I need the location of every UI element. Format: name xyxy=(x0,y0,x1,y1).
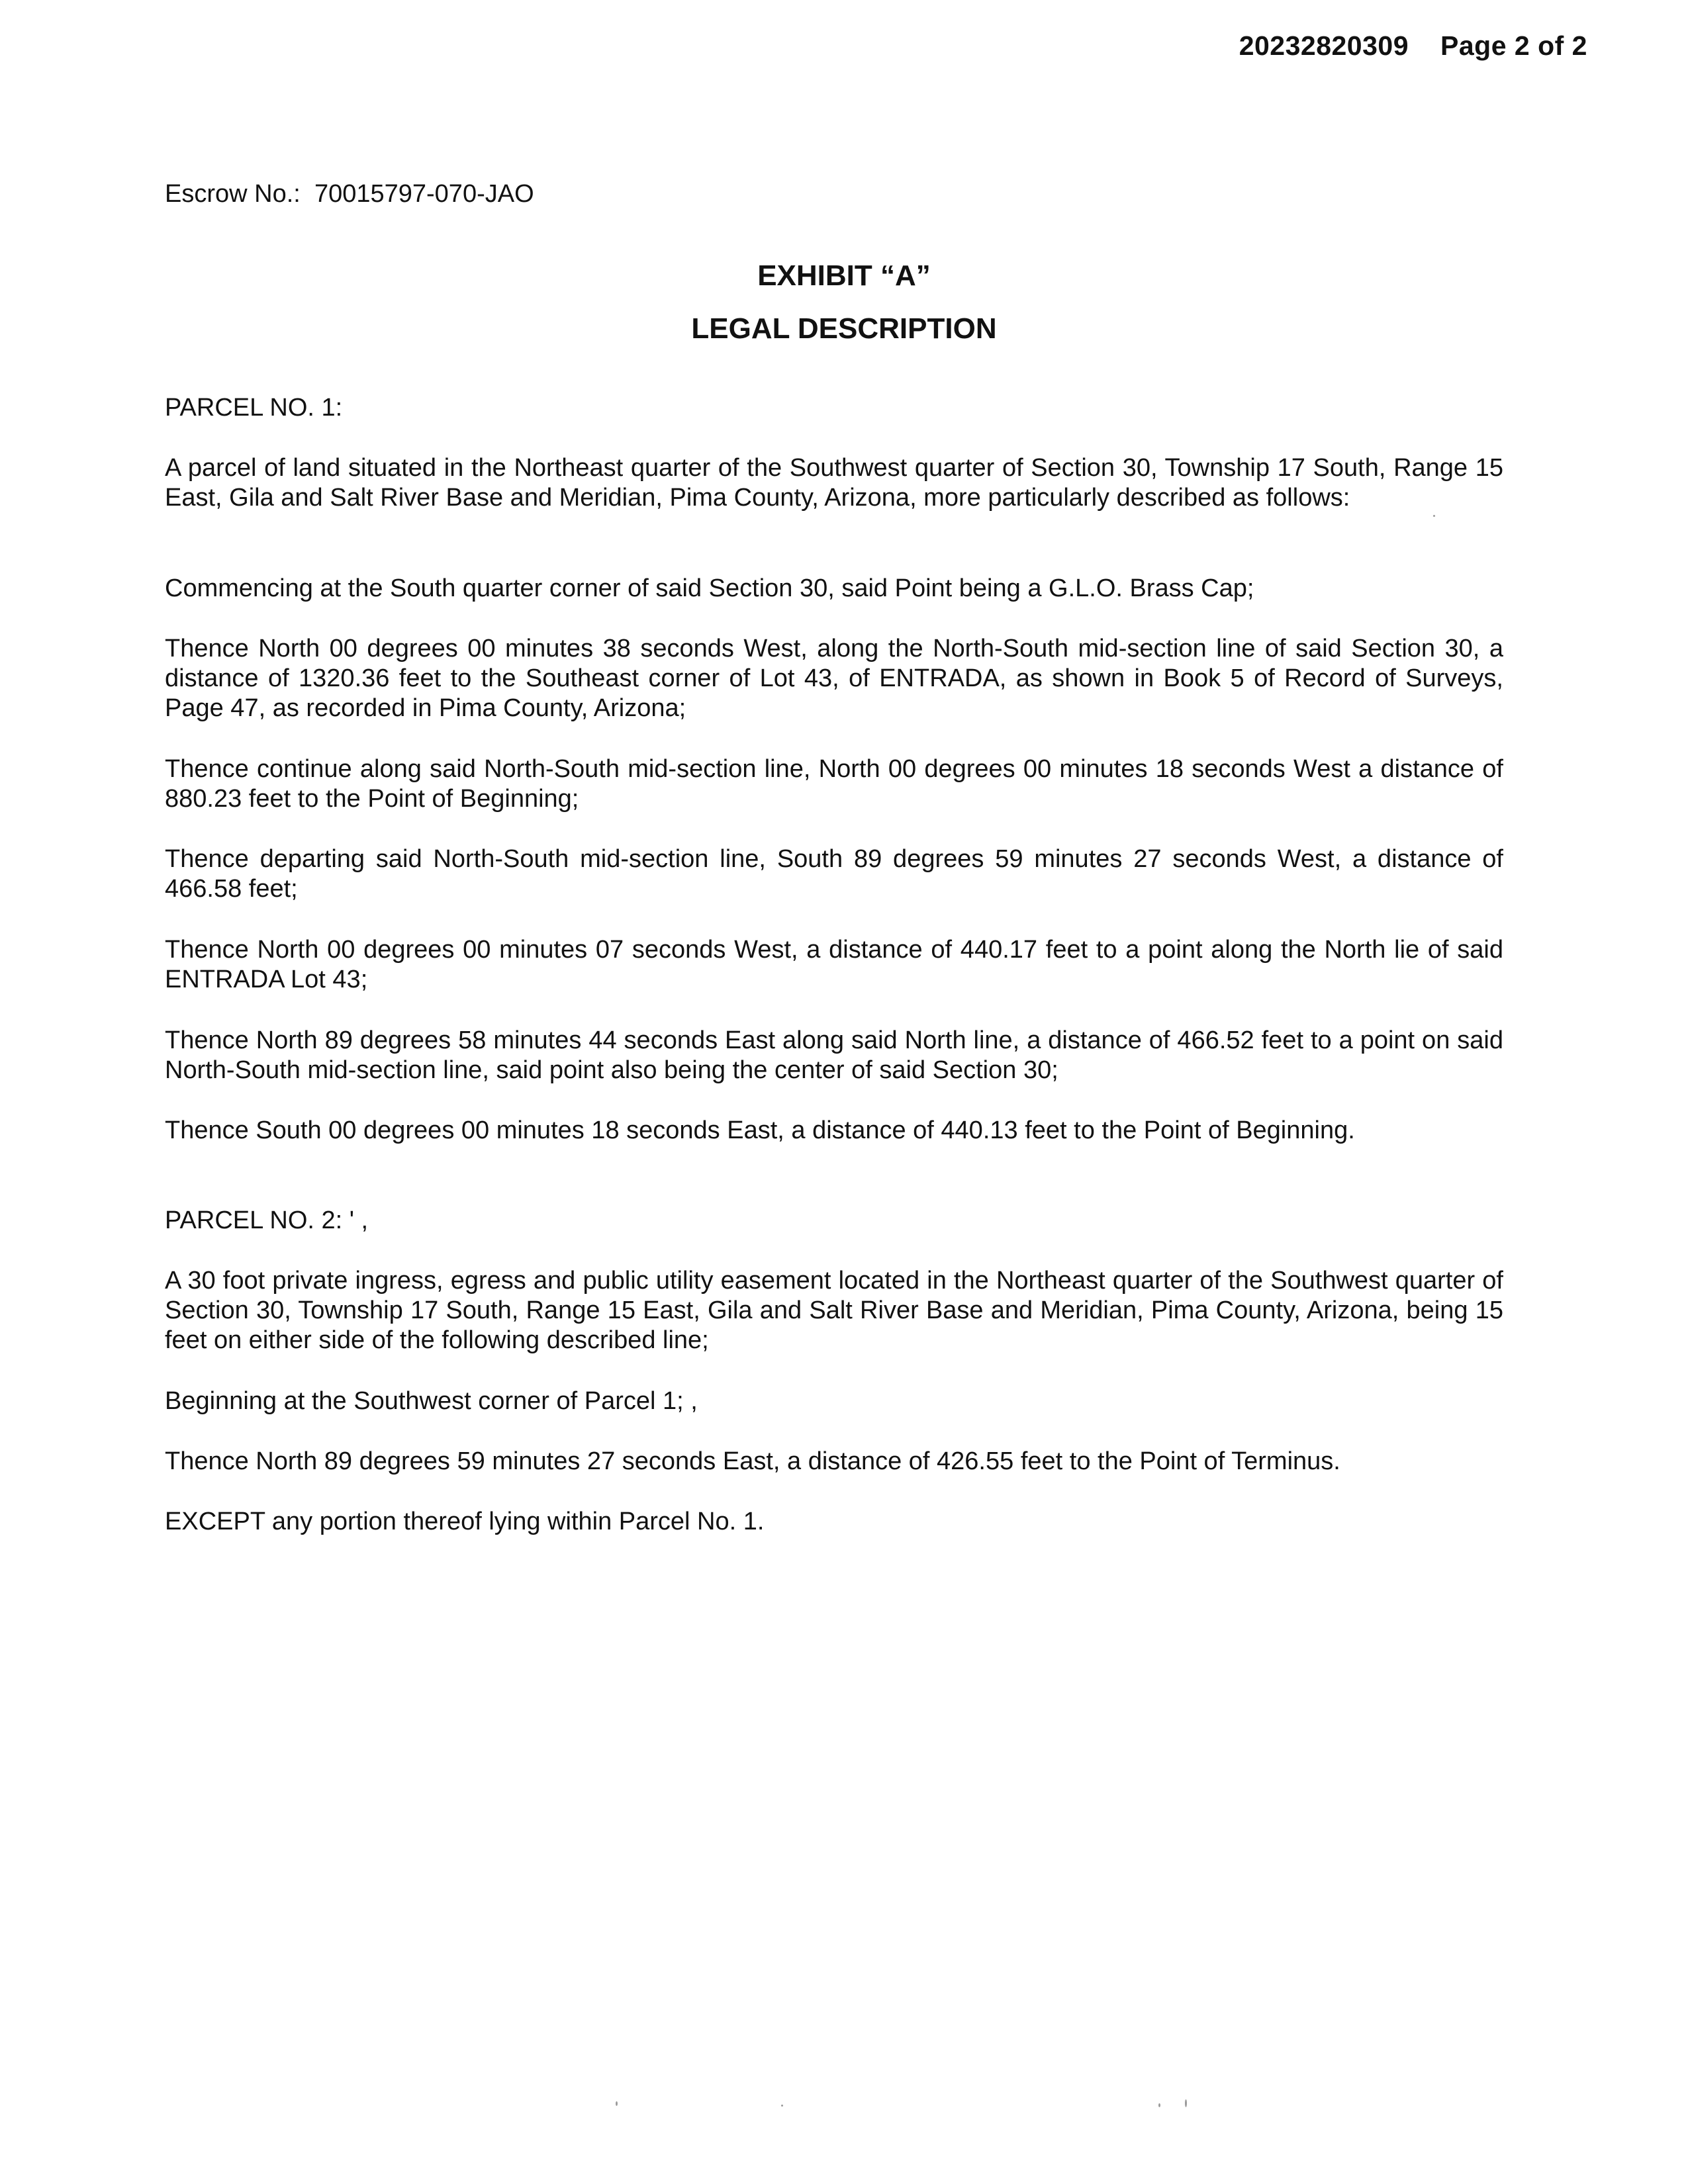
exhibit-subtitle: LEGAL DESCRIPTION xyxy=(691,312,997,345)
escrow-line xyxy=(165,180,534,208)
scan-speck xyxy=(616,2101,618,2106)
scan-speck xyxy=(1185,2099,1187,2107)
page-indicator: Page 2 of 2 xyxy=(1440,30,1587,61)
scan-speck xyxy=(1158,2103,1160,2107)
parcel-1-paragraph: Thence continue along said North-South mid-section line, North 00 degrees 00 minutes 18 seconds West a distance of 880.23 feet to the Point of Beginning; xyxy=(165,755,1503,813)
parcel-2-paragraph: A 30 foot private ingress, egress and public utility easement located in the Northeast quarter of the Southwest quarter of Section 30, Township 17 South, Range 15 East, Gila and Salt River Base and Meridian, Pima County, Arizona, being 15 feet on either side of the following described line; xyxy=(165,1267,1503,1354)
parcel-1-paragraph: Commencing at the South quarter corner of said Section 30, said Point being a G.L.O. Brass Cap; xyxy=(165,574,1254,602)
parcel-2-paragraph: EXCEPT any portion thereof lying within Parcel No. 1. xyxy=(165,1508,765,1535)
scan-speck xyxy=(781,2105,783,2107)
parcel-1-paragraph: Thence North 89 degrees 58 minutes 44 seconds East along said North line, a distance of 466.52 feet to a point on said North-South mid-section line, said point also being the center of said Section 30; xyxy=(165,1026,1503,1084)
parcel-1-paragraph: A parcel of land situated in the Northeast quarter of the Southwest quarter of Section 30, Township 17 South, Range 15 East, Gila and Salt River Base and Meridian, Pima County, Arizona, more particularly described as follows: xyxy=(165,454,1503,512)
parcel-2-paragraph: Thence North 89 degrees 59 minutes 27 seconds East, a distance of 426.55 feet to the Point of Terminus. xyxy=(165,1447,1340,1475)
parcel-1-paragraph: Thence North 00 degrees 00 minutes 07 seconds West, a distance of 440.17 feet to a point along the North lie of said ENTRADA Lot 43; xyxy=(165,936,1503,993)
exhibit-title: EXHIBIT “A” xyxy=(757,259,931,292)
parcel-2-heading: PARCEL NO. 2: ' , xyxy=(165,1206,369,1234)
parcel-1-heading: PARCEL NO. 1: xyxy=(165,394,343,422)
parcel-2-paragraph: Beginning at the Southwest corner of Parcel 1; , xyxy=(165,1387,698,1415)
parcel-1-paragraph: Thence departing said North-South mid-section line, South 89 degrees 59 minutes 27 seconds West, a distance of 466.58 feet; xyxy=(165,845,1503,903)
document-number: 20232820309 xyxy=(1239,30,1409,61)
escrow-number: 70015797-070-JAO xyxy=(314,180,534,208)
escrow-label: Escrow No.: xyxy=(165,180,301,208)
scan-speck xyxy=(1433,515,1435,517)
parcel-1-paragraph: Thence South 00 degrees 00 minutes 18 seconds East, a distance of 440.13 feet to the Point of Beginning. xyxy=(165,1116,1355,1144)
page-header xyxy=(1239,30,1587,62)
parcel-1-paragraph: Thence North 00 degrees 00 minutes 38 seconds West, along the North-South mid-section line of said Section 30, a distance of 1320.36 feet to the Southeast corner of Lot 43, of ENTRADA, as shown in Book 5 of Record of Surveys, Page 47, as recorded in Pima County, Arizona; xyxy=(165,635,1503,722)
